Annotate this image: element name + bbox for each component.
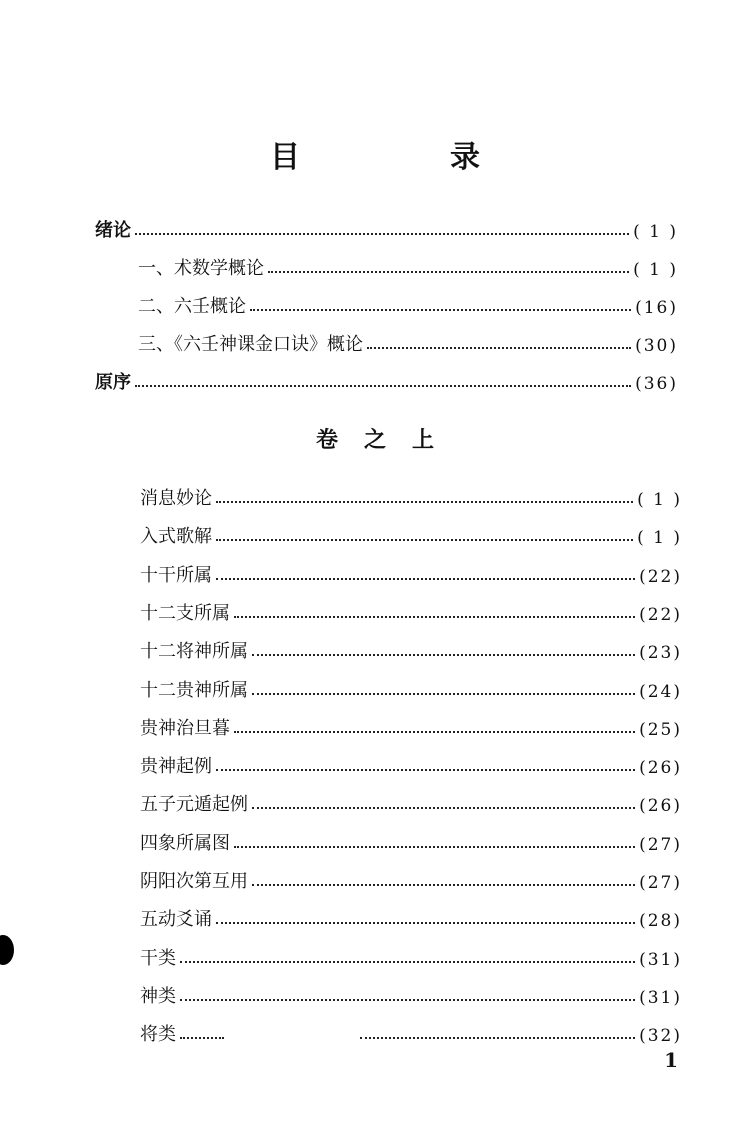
section-heading: 卷之上 [315,428,460,453]
toc-entry[interactable] [140,635,682,663]
toc-entry-label: 绪论 [95,220,131,241]
toc-entry-label: 十二贵神所属 [140,680,248,701]
dot-leader [252,654,635,656]
toc-entry-label: 神类 [140,986,176,1007]
toc-entry-label: 十干所属 [140,565,212,586]
toc-entry-label: 一、术数学概论 [138,258,264,279]
toc-entry-page: (28) [639,911,682,931]
toc-entry-label: 贵神治旦暮 [140,718,230,739]
page-number: 1 [664,1048,678,1072]
ink-blot [0,935,14,965]
toc-entry[interactable] [140,750,682,778]
toc-entry[interactable] [138,328,678,356]
toc-entry[interactable] [140,482,682,510]
toc-entry[interactable] [95,214,678,242]
toc-entry[interactable] [140,520,682,548]
toc-entry-page: (36) [635,374,678,394]
dot-leader [252,807,635,809]
toc-entry-label: 五子元遁起例 [140,794,248,815]
toc-entry[interactable] [140,712,682,740]
toc-entry-page: (22) [639,567,682,587]
toc-entry-label: 原序 [95,372,131,393]
dot-leader [216,922,635,924]
page-title: 目 录 [270,140,540,175]
dot-leader [268,271,629,273]
dot-leader [252,884,635,886]
toc-entry[interactable] [140,559,682,587]
dot-leader [252,693,635,695]
dot-leader [180,1037,224,1039]
dot-leader [180,961,635,963]
toc-entry-page: (27) [639,873,682,893]
dot-leader [367,347,631,349]
dot-leader [234,731,635,733]
toc-entry-page: (26) [639,758,682,778]
toc-entry-label: 阴阳次第互用 [140,871,248,892]
toc-entry-label: 五动爻诵 [140,909,212,930]
toc-entry-page: (16) [635,298,678,318]
toc-entry-page: (24) [639,682,682,702]
dot-leader [216,539,633,541]
toc-entry-label: 消息妙论 [140,488,212,509]
dot-leader [216,501,633,503]
toc-entry-page: ( 1 ) [637,490,682,510]
toc-entry[interactable] [138,252,678,280]
toc-entry-page: ( 1 ) [633,260,678,280]
toc-entry-label: 四象所属图 [140,833,230,854]
toc-entry-label: 二、六壬概论 [138,296,246,317]
toc-entry-label: 十二将神所属 [140,641,248,662]
toc-entry-label: 十二支所属 [140,603,230,624]
toc-entry[interactable] [95,366,678,394]
toc-entry[interactable] [140,597,682,625]
toc-entry[interactable] [140,674,682,702]
toc-entry-page: (26) [639,796,682,816]
toc-entry-page: (32) [639,1026,682,1046]
dot-leader [234,846,635,848]
dot-leader [135,233,629,235]
toc-entry-label: 入式歌解 [140,526,212,547]
toc-entry[interactable] [140,903,682,931]
toc-entry[interactable] [138,290,678,318]
toc-entry-page: (31) [639,988,682,1008]
toc-entry-page: ( 1 ) [633,222,678,242]
toc-entry-label: 贵神起例 [140,756,212,777]
dot-leader [216,578,635,580]
toc-entry[interactable] [140,1018,682,1046]
toc-entry-page: (31) [639,950,682,970]
toc-entry-page: (25) [639,720,682,740]
toc-entry-page: (30) [635,336,678,356]
toc-entry[interactable] [140,788,682,816]
dot-leader [180,999,635,1001]
toc-entry-label: 干类 [140,948,176,969]
toc-entry[interactable] [140,942,682,970]
dot-leader [250,309,631,311]
toc-entry-label: 三、《六壬神课金口诀》概论 [138,334,363,355]
toc-entry-page: ( 1 ) [637,528,682,548]
toc-entry-label: 将类 [140,1024,176,1045]
dot-leader [216,769,635,771]
toc-entry-page: (23) [639,643,682,663]
dot-leader [234,616,635,618]
dot-leader [360,1037,635,1039]
dot-leader [135,385,631,387]
toc-entry[interactable] [140,827,682,855]
toc-entry[interactable] [140,865,682,893]
toc-entry[interactable] [140,980,682,1008]
toc-entry-page: (22) [639,605,682,625]
toc-entry-page: (27) [639,835,682,855]
